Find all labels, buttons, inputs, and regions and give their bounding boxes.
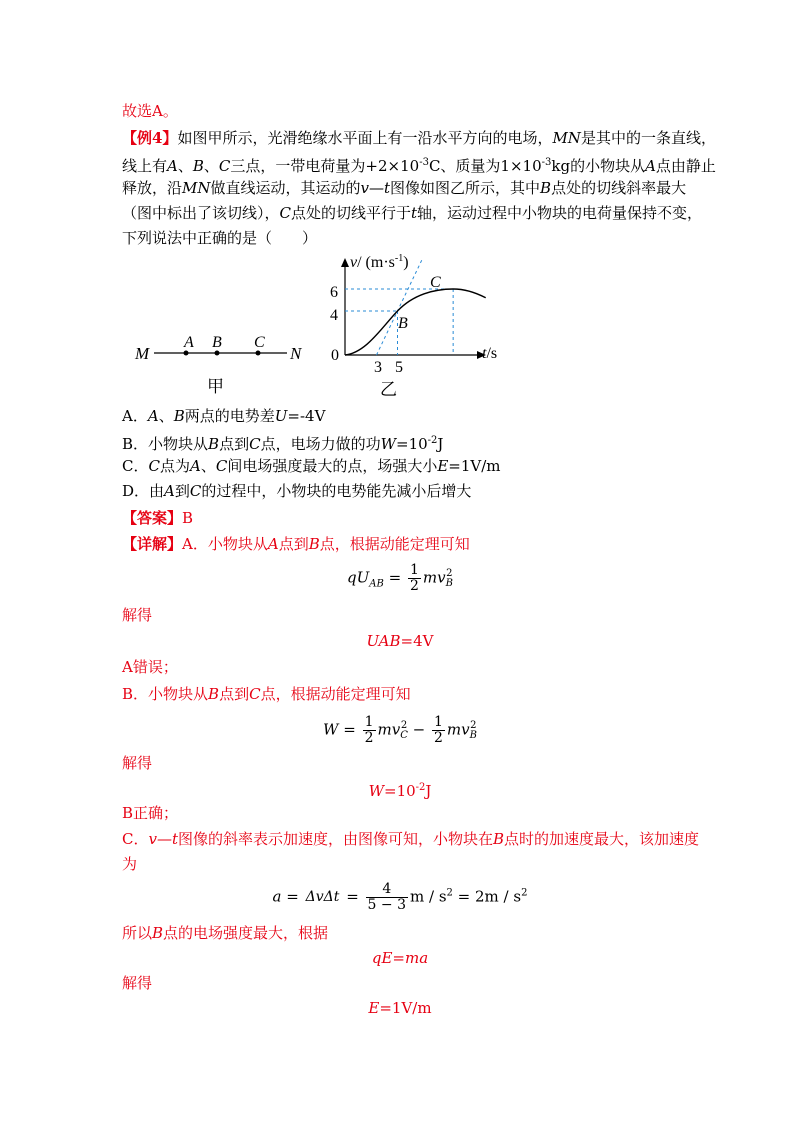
- tick-5: 5: [395, 359, 403, 376]
- label-c: C: [254, 334, 265, 351]
- jiede-1: 解得: [122, 606, 153, 624]
- solution-b-intro: B．小物块从B点到C点，根据动能定理可知: [122, 685, 411, 703]
- equation-3: a = ΔvΔt = $\frac{4}{5 - 3}$ $m / s^2 = 2m / s^2$: [272, 881, 528, 913]
- frac-dv-dt: ΔvΔt: [305, 889, 340, 905]
- vt-curve: [345, 289, 486, 355]
- label-b: B: [212, 334, 222, 351]
- tick-3: 3: [374, 359, 382, 376]
- question-line-1: 【例4】如图甲所示，光滑绝缘水平面上有一沿水平方向的电场，MN是其中的一条直线，: [122, 129, 716, 147]
- result-uab: UAB=4V: [366, 632, 434, 650]
- tick-6: 6: [330, 284, 338, 301]
- v-axis-label-exp: -1: [394, 253, 404, 264]
- solution-a-intro: 【详解】A．小物块从A点到B点，根据动能定理可知: [122, 535, 470, 553]
- frac-half: $\frac{1}{2}$: [409, 562, 419, 594]
- option-d: D．由A到C的过程中，小物块的电势能先减小后增大: [122, 482, 472, 500]
- example-tag: 【例4】: [122, 129, 178, 147]
- result-w: $W=10^{-2}J$: [368, 782, 432, 800]
- t-axis-label: t/s: [482, 345, 498, 362]
- question-line-4: （图中标出了该切线），C点处的切线平行于t轴，运动过程中小物块的电荷量保持不变，: [122, 204, 703, 222]
- option-b: B．小物块从B点到C点，电场力做的功$W=10^{-2}J$: [122, 435, 444, 453]
- b-right: B正确；: [122, 804, 179, 822]
- frac-4-2: $\frac{4}{5 - 3}$: [367, 881, 406, 913]
- label-m: M: [135, 344, 150, 363]
- caption-jia: 甲: [207, 377, 224, 396]
- caption-yi: 乙: [380, 380, 397, 399]
- prev-answer-line: 故选A。: [122, 102, 178, 120]
- tangent-at-b: [377, 259, 423, 355]
- jiede-3: 解得: [122, 974, 153, 992]
- option-c: C．C点为A、C间电场强度最大的点，场强大小E=1V/m: [122, 457, 501, 475]
- solution-c-line-5: 所以B点的电场强度最大，根据: [122, 924, 329, 942]
- equation-qe: qE=ma: [371, 949, 429, 967]
- equation-1: $qU_{AB}$ = $\frac{1}{2}$ mv 2 B: [347, 562, 453, 594]
- question-line-2: 线上有A、B、C三点，一带电荷量为$+2\times 10^{-3}C$、质量为$1\times 10^{-3}kg$的小物块从A点由静止: [122, 157, 716, 175]
- figure-line-mn: [130, 320, 320, 400]
- option-a: A．A、B两点的电势差U=-4V: [122, 407, 326, 425]
- v-axis-arrow: [341, 258, 349, 267]
- result-e: E=1V/m: [368, 999, 432, 1017]
- frac-half-2: $\frac{1}{2}$: [364, 714, 374, 746]
- point-c: [256, 351, 261, 356]
- point-b-label: B: [398, 315, 408, 332]
- label-n: N: [290, 344, 302, 363]
- answer-line: 【答案】B: [122, 509, 194, 527]
- v-axis-label: v/ $(m\cdot s^{-1})$: [350, 253, 409, 271]
- equation-2: W = $\frac{1}{2}$ mv 2 C − $\frac{1}{2}$ mv 2 B: [323, 714, 477, 746]
- point-a: [184, 351, 189, 356]
- question-line-3: 释放，沿MN做直线运动，其运动的v—t图像如图乙所示，其中B点处的切线斜率最大: [122, 179, 687, 197]
- origin-label: 0: [331, 347, 339, 364]
- solution-c-intro-2: 为: [122, 855, 138, 873]
- point-c-label: C: [430, 274, 441, 291]
- label-a: A: [184, 334, 194, 351]
- jiede-2: 解得: [122, 754, 153, 772]
- vt-graph: [320, 250, 520, 400]
- solution-c-intro: C．v—t图像的斜率表示加速度，由图像可知，小物块在B点时的加速度最大，该加速度: [122, 830, 700, 848]
- a-wrong: A错误；: [122, 658, 178, 676]
- frac-half-3: $\frac{1}{2}$: [434, 714, 443, 746]
- question-line-5: 下列说法中正确的是（ ）: [122, 229, 318, 247]
- tick-4: 4: [330, 307, 338, 324]
- point-b: [215, 351, 220, 356]
